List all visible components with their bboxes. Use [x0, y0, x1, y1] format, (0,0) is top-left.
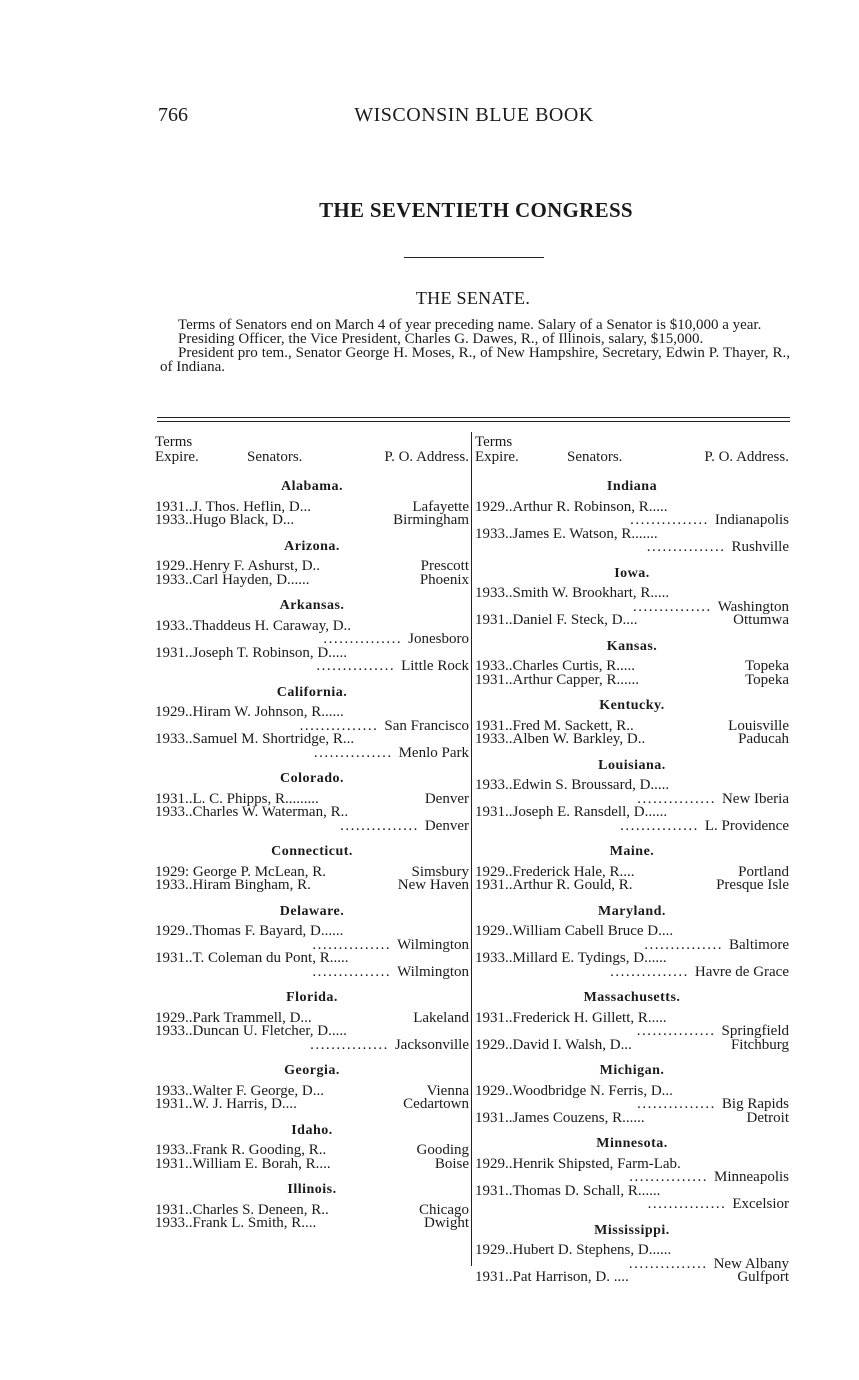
senator-name: 1931..T. Coleman du Pont, R..... — [155, 952, 349, 966]
post-office-address: Lakeland — [413, 1009, 469, 1026]
dot-leader: ............... — [620, 817, 699, 834]
header-address: P. O. Address. — [704, 449, 789, 465]
dot-leader: ............... — [316, 658, 396, 674]
post-office-address: Prescott — [420, 558, 469, 574]
senator-name: 1933..Samuel M. Shortridge, R... — [155, 733, 355, 747]
state-heading: Idaho. — [291, 1122, 333, 1138]
senator-entry — [155, 706, 469, 733]
post-office-address: Topeka — [745, 671, 789, 688]
senator-entry — [475, 587, 789, 614]
double-rule — [157, 417, 790, 422]
post-office-address: Ottumwa — [733, 612, 789, 628]
post-office-address: Chicago — [419, 1201, 469, 1218]
post-office-address: Paducah — [738, 731, 789, 747]
senator-entry — [155, 790, 469, 807]
senator-entry — [475, 806, 789, 833]
senator-name: 1929..William Cabell Bruce D.... — [475, 925, 674, 939]
senator-entry — [475, 1271, 789, 1285]
state-heading: Kansas. — [606, 638, 658, 654]
state-heading: Mississippi. — [594, 1222, 670, 1238]
post-office-address: Excelsior — [732, 1196, 789, 1212]
header-terms: Terms — [475, 434, 513, 450]
column-header — [155, 436, 469, 467]
senator-name: 1933..Thaddeus H. Caraway, D.. — [155, 619, 352, 633]
post-office-address: Minneapolis — [714, 1169, 789, 1185]
dot-leader: ............... — [313, 744, 393, 761]
senator-name: 1931..James Couzens, R...... — [475, 1111, 645, 1125]
senator-name: 1931..Charles S. Deneen, R.. — [155, 1203, 329, 1217]
dot-leader: ............... — [312, 936, 392, 953]
senator-name: 1931..Joseph T. Robinson, D..... — [155, 646, 347, 660]
book-title: WISCONSIN BLUE BOOK — [354, 104, 594, 126]
state-heading: Maine. — [609, 844, 655, 859]
post-office-address: New Albany — [713, 1255, 789, 1272]
senator-name: 1931..W. J. Harris, D.... — [155, 1098, 297, 1112]
senator-entry — [475, 671, 789, 688]
senator-name: 1933..Hiram Bingham, R. — [155, 879, 311, 893]
post-office-address: Havre de Grace — [694, 963, 789, 980]
post-office-address: Jonesboro — [408, 631, 469, 647]
senator-entry — [475, 528, 789, 555]
senator-entry — [155, 1144, 469, 1158]
senator-entry — [155, 1009, 469, 1026]
post-office-address: Jacksonville — [394, 1036, 469, 1053]
post-office-address: Vienna — [426, 1082, 469, 1099]
senator-name: 1931..Thomas D. Schall, R...... — [475, 1184, 661, 1198]
state-heading: Illinois. — [287, 1182, 337, 1197]
senator-name: 1929..Hiram W. Johnson, R...... — [155, 706, 344, 720]
post-office-address: Portland — [738, 863, 789, 880]
post-office-address: Big Rapids — [721, 1096, 789, 1112]
intro-text — [160, 318, 790, 374]
senator-name: 1933..Millard E. Tydings, D...... — [475, 952, 667, 966]
header-senators: Senators. — [567, 449, 623, 465]
post-office-address: San Francisco — [384, 717, 469, 734]
post-office-address: Springfield — [721, 1023, 789, 1039]
dot-leader: ............... — [637, 790, 716, 807]
senator-name: 1929..David I. Walsh, D... — [475, 1038, 632, 1052]
senator-entry — [475, 1012, 789, 1039]
header-expire: Expire. — [155, 449, 199, 465]
senator-name: 1933..Charles Curtis, R..... — [475, 660, 635, 674]
post-office-address: Simsbury — [411, 863, 469, 880]
dot-leader: ............... — [628, 1255, 708, 1272]
dot-leader: ............... — [299, 717, 379, 734]
dot-leader: ............... — [630, 512, 709, 528]
senator-name: 1929..Park Trammell, D... — [155, 1011, 312, 1025]
senator-name: 1933..Smith W. Brookhart, R..... — [475, 587, 670, 601]
page-title: THE SEVENTIETH CONGRESS — [319, 198, 633, 222]
senator-name: 1933..Edwin S. Broussard, D..... — [475, 779, 670, 793]
senator-entry — [475, 1085, 789, 1112]
post-office-address: Menlo Park — [398, 744, 469, 761]
header-expire: Expire. — [475, 449, 519, 465]
state-heading: Georgia. — [284, 1063, 340, 1078]
post-office-address: Topeka — [745, 658, 789, 674]
post-office-address: Phoenix — [419, 571, 469, 588]
dot-leader: ............... — [647, 1196, 727, 1212]
state-heading: Iowa. — [614, 565, 650, 581]
dot-leader: ............... — [310, 1036, 389, 1053]
post-office-address: Gulfport — [737, 1269, 789, 1285]
senator-name: 1929..Hubert D. Stephens, D...... — [475, 1244, 672, 1258]
senator-name: 1931..Joseph E. Ransdell, D...... — [475, 806, 668, 820]
post-office-address: Denver — [424, 790, 469, 807]
senator-name: 1929: George P. McLean, R. — [155, 865, 326, 879]
post-office-address: Presque Isle — [716, 877, 789, 893]
post-office-address: Birmingham — [393, 512, 469, 528]
senator-entry — [155, 806, 469, 833]
senator-name: 1931..Pat Harrison, D. .... — [475, 1271, 629, 1285]
senator-entry — [155, 647, 469, 674]
post-office-address: Detroit — [746, 1109, 789, 1126]
senator-name: 1931..Frederick H. Gillett, R..... — [475, 1011, 667, 1025]
state-heading: California. — [276, 684, 348, 700]
senator-name: 1931..Arthur R. Gould, R. — [475, 879, 633, 893]
dot-leader: ............... — [312, 963, 392, 980]
dot-leader: ............... — [646, 539, 726, 555]
senator-entry — [475, 733, 789, 747]
senator-entry — [475, 779, 789, 806]
state-heading: Connecticut. — [271, 844, 353, 859]
senator-entry — [155, 733, 469, 760]
senator-name: 1929..Thomas F. Bayard, D...... — [155, 925, 344, 939]
state-heading: Alabama. — [281, 479, 343, 494]
state-heading: Arkansas. — [279, 598, 345, 613]
senator-entry — [475, 879, 789, 893]
left-column — [155, 436, 469, 1231]
header-address: P. O. Address. — [384, 449, 469, 465]
senator-entry — [155, 1201, 469, 1218]
title-rule — [404, 257, 544, 258]
state-heading: Kentucky. — [599, 698, 665, 713]
post-office-address: Baltimore — [729, 936, 789, 953]
senator-entry — [475, 614, 789, 628]
senator-name: 1933..Duncan U. Fletcher, D..... — [155, 1025, 347, 1039]
senator-entry — [475, 1109, 789, 1126]
post-office-address: Gooding — [416, 1142, 469, 1158]
dot-leader: ............... — [637, 1096, 716, 1112]
senator-name: 1931..L. C. Phipps, R......... — [155, 792, 319, 806]
senator-entry — [155, 879, 469, 893]
right-column — [475, 436, 789, 1285]
state-heading: Colorado. — [280, 771, 344, 786]
senator-name: 1933..Walter F. George, D... — [155, 1084, 324, 1098]
senator-name: 1929..Henrik Shipsted, Farm-Lab. — [475, 1157, 681, 1171]
senator-entry — [475, 1185, 789, 1212]
senator-name: 1933..Charles W. Waterman, R.. — [155, 806, 349, 820]
state-heading: Louisiana. — [598, 757, 666, 773]
senator-name: 1933..Hugo Black, D... — [155, 514, 295, 528]
senator-name: 1931..Daniel F. Steck, D.... — [475, 614, 638, 628]
senator-entry — [155, 1155, 469, 1172]
senator-name: 1933..Frank L. Smith, R.... — [155, 1217, 317, 1231]
senator-entry — [475, 660, 789, 674]
senator-entry — [155, 620, 469, 647]
dot-leader: ............... — [340, 817, 419, 834]
state-heading: Delaware. — [279, 903, 345, 919]
senator-entry — [155, 571, 469, 588]
running-head — [158, 104, 790, 130]
senator-entry — [155, 925, 469, 952]
state-heading: Maryland. — [598, 903, 666, 919]
senator-entry — [155, 952, 469, 979]
senator-name: 1933..Carl Hayden, D...... — [155, 573, 310, 587]
post-office-address: Indianapolis — [714, 512, 789, 528]
senator-name: 1933..Alben W. Barkley, D.. — [475, 733, 646, 747]
senator-name: 1929..Arthur R. Robinson, R..... — [475, 500, 668, 514]
post-office-address: Lafayette — [412, 498, 469, 515]
column-divider — [471, 432, 472, 1266]
intro-paragraph: Terms of Senators end on March 4 of year preceding name. Salary of a Senator is $10,000 a year. — [178, 317, 762, 333]
post-office-address: New Haven — [397, 877, 469, 893]
senator-entry — [475, 1244, 789, 1271]
post-office-address: New Iberia — [721, 790, 789, 807]
senator-entry — [475, 501, 789, 528]
senator-name: 1933..Frank R. Gooding, R.. — [155, 1144, 327, 1158]
dot-leader: ............... — [629, 1169, 708, 1185]
dot-leader: ............... — [323, 631, 403, 647]
post-office-address: Dwight — [424, 1215, 469, 1231]
post-office-address: Louisville — [728, 717, 789, 734]
page-number: 766 — [158, 104, 188, 126]
intro-paragraph: President pro tem., Senator George H. Moses, R., of New Hampshire, Secretary, Edwin P. Thayer, R., of Indiana. — [160, 345, 790, 375]
senator-name: 1931..Fred M. Sackett, R.. — [475, 719, 634, 733]
senator-entry — [475, 925, 789, 952]
senator-entry — [475, 1036, 789, 1053]
dot-leader: ............... — [644, 936, 723, 953]
senator-entry — [155, 1217, 469, 1231]
state-heading: Michigan. — [599, 1063, 665, 1078]
post-office-address: L. Providence — [704, 817, 789, 834]
state-heading: Massachusetts. — [583, 990, 681, 1005]
section-title: THE SENATE. — [415, 288, 531, 308]
intro-paragraph: Presiding Officer, the Vice President, Charles G. Dawes, R., of Illinois, salary, $15,000. — [178, 331, 704, 347]
post-office-address: Cedartown — [403, 1096, 469, 1112]
senator-name: 1931..William E. Borah, R.... — [155, 1157, 331, 1171]
state-heading: Arizona. — [284, 538, 340, 554]
post-office-address: Boise — [434, 1155, 469, 1172]
state-heading: Florida. — [286, 990, 338, 1005]
senator-entry — [475, 1158, 789, 1185]
senator-name: 1931..Arthur Capper, R...... — [475, 673, 639, 687]
senator-name: 1931..J. Thos. Heflin, D... — [155, 500, 311, 514]
dot-leader: ............... — [636, 1023, 716, 1039]
senator-entry — [155, 514, 469, 528]
senator-entry — [475, 952, 789, 979]
post-office-address: Washington — [717, 598, 789, 615]
post-office-address: Wilmington — [397, 936, 469, 953]
senator-entry — [155, 1098, 469, 1112]
senator-entry — [155, 1025, 469, 1052]
post-office-address: Fitchburg — [730, 1036, 789, 1053]
header-terms: Terms — [155, 434, 193, 450]
senator-name: 1929..Woodbridge N. Ferris, D... — [475, 1084, 673, 1098]
post-office-address: Little Rock — [401, 658, 469, 674]
post-office-address: Rushville — [731, 539, 789, 555]
senator-name: 1929..Frederick Hale, R.... — [475, 865, 635, 879]
senator-name: 1929..Henry F. Ashurst, D.. — [155, 560, 321, 574]
header-senators: Senators. — [247, 449, 303, 465]
post-office-address: Wilmington — [397, 963, 469, 980]
dot-leader: ............... — [632, 598, 712, 615]
dot-leader: ............... — [610, 963, 689, 980]
senator-name: 1933..James E. Watson, R....... — [475, 527, 658, 541]
state-heading: Minnesota. — [596, 1136, 668, 1151]
column-header — [475, 436, 789, 467]
state-heading: Indiana — [606, 479, 658, 494]
post-office-address: Denver — [424, 817, 469, 834]
